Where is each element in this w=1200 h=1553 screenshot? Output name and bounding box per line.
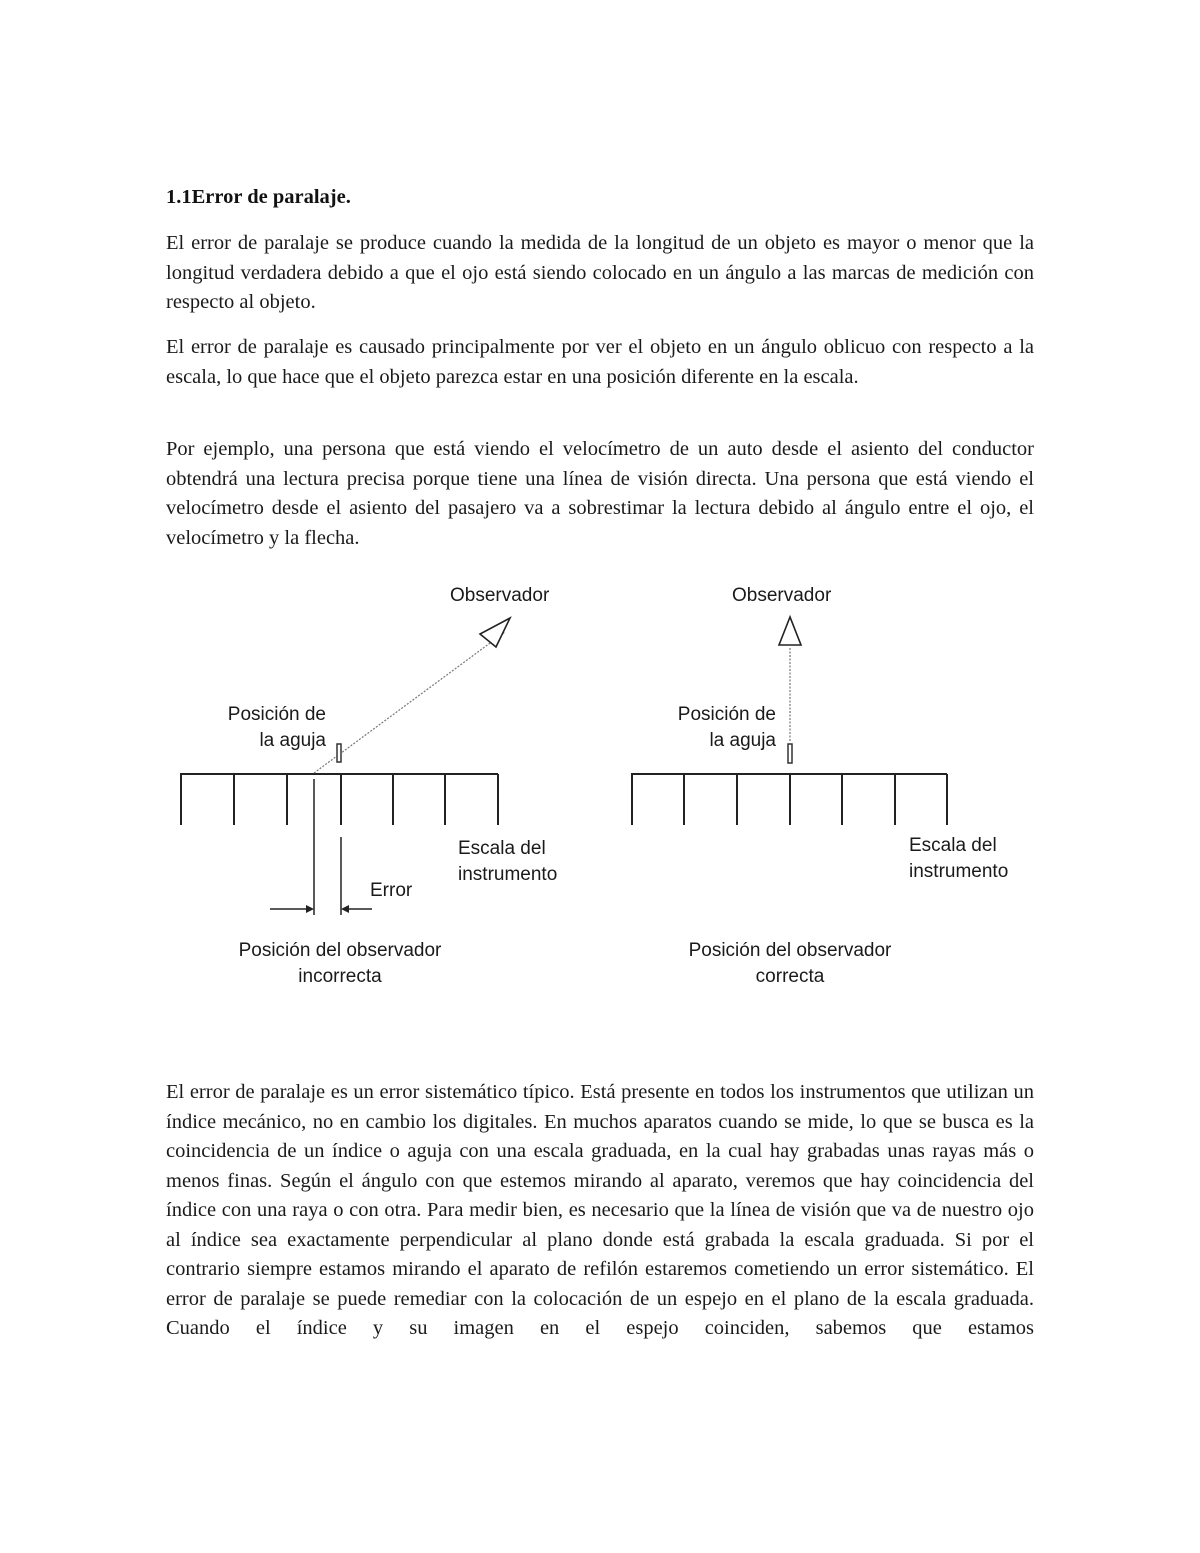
observer-eye-icon	[779, 617, 801, 645]
left-scale	[180, 774, 498, 825]
right-needle-label-1: Posición de	[677, 704, 776, 725]
right-scale	[631, 774, 947, 825]
right-needle-label-2: la aguja	[709, 730, 776, 751]
left-caption-1: Posición del observador	[238, 940, 442, 961]
left-needle-label-2: la aguja	[259, 730, 326, 751]
paragraph-text: El error de paralaje es causado principalmente por ver el objeto en un ángulo oblicuo con respecto a la escala, lo que hace que el objeto parezca estar en una posición diferente en la escala.	[166, 336, 1034, 388]
right-scale-label-2: instrumento	[909, 861, 1009, 882]
paragraph-2	[166, 333, 1034, 392]
paragraph-4	[166, 1078, 1034, 1344]
right-caption-2: correcta	[755, 966, 825, 987]
section-heading: 1.1Error de paralaje.	[166, 186, 351, 208]
paragraph-1	[166, 229, 1034, 318]
paragraph-text: El error de paralaje se produce cuando la medida de la longitud de un objeto es mayor o menor que la longitud verdadera debido a que el ojo está siendo colocado en un ángulo a las marcas de medición con respecto al objeto.	[166, 232, 1034, 313]
left-caption-2: incorrecta	[298, 966, 382, 987]
needle-icon	[788, 744, 792, 763]
left-needle-label-1: Posición de	[227, 704, 326, 725]
error-label: Error	[370, 880, 413, 901]
right-observer-label: Observador	[732, 585, 832, 606]
needle-icon	[337, 744, 341, 762]
paragraph-text: Por ejemplo, una persona que está viendo el velocímetro de un auto desde el asiento del conductor obtendrá una lectura precisa porque tiene una línea de visión directa. Una persona que está viendo el velocímetro desde el asiento del pasajero va a sobrestimar la lectura debido al ángulo entre el ojo, el velocímetro y la flecha.	[166, 438, 1034, 549]
right-caption-1: Posición del observador	[688, 940, 892, 961]
left-scale-label-1: Escala del	[458, 838, 546, 859]
left-scale-label-2: instrumento	[458, 864, 558, 885]
parallax-diagram	[150, 570, 1050, 1010]
right-scale-label-1: Escala del	[909, 835, 997, 856]
observer-eye-icon	[480, 618, 510, 647]
paragraph-text: El error de paralaje es un error sistemático típico. Está presente en todos los instrumentos que utilizan un índice mecánico, no en cambio los digitales. En muchos aparatos cuando se mide, lo que se busca es la coincidencia de un índice o aguja con una escala graduada, en la cual hay grabadas unas rayas más o menos finas. Según el ángulo con que estemos mirando al aparato, veremos que hay coincidencia del índice con una raya o con otra. Para medir bien, es necesario que la línea de visión que va de nuestro ojo al índice sea exactamente perpendicular al plano donde está grabada la escala graduada. Si por el contrario siempre estamos mirando el aparato de refilón estaremos cometiendo un error sistemático. El error de paralaje se puede remediar con la colocación de un espejo en el plano de la escala graduada. Cuando el índice y su imagen en el espejo coinciden, sabemos que estamos	[166, 1081, 1034, 1339]
left-observer-label: Observador	[450, 585, 550, 606]
paragraph-3	[166, 435, 1034, 553]
